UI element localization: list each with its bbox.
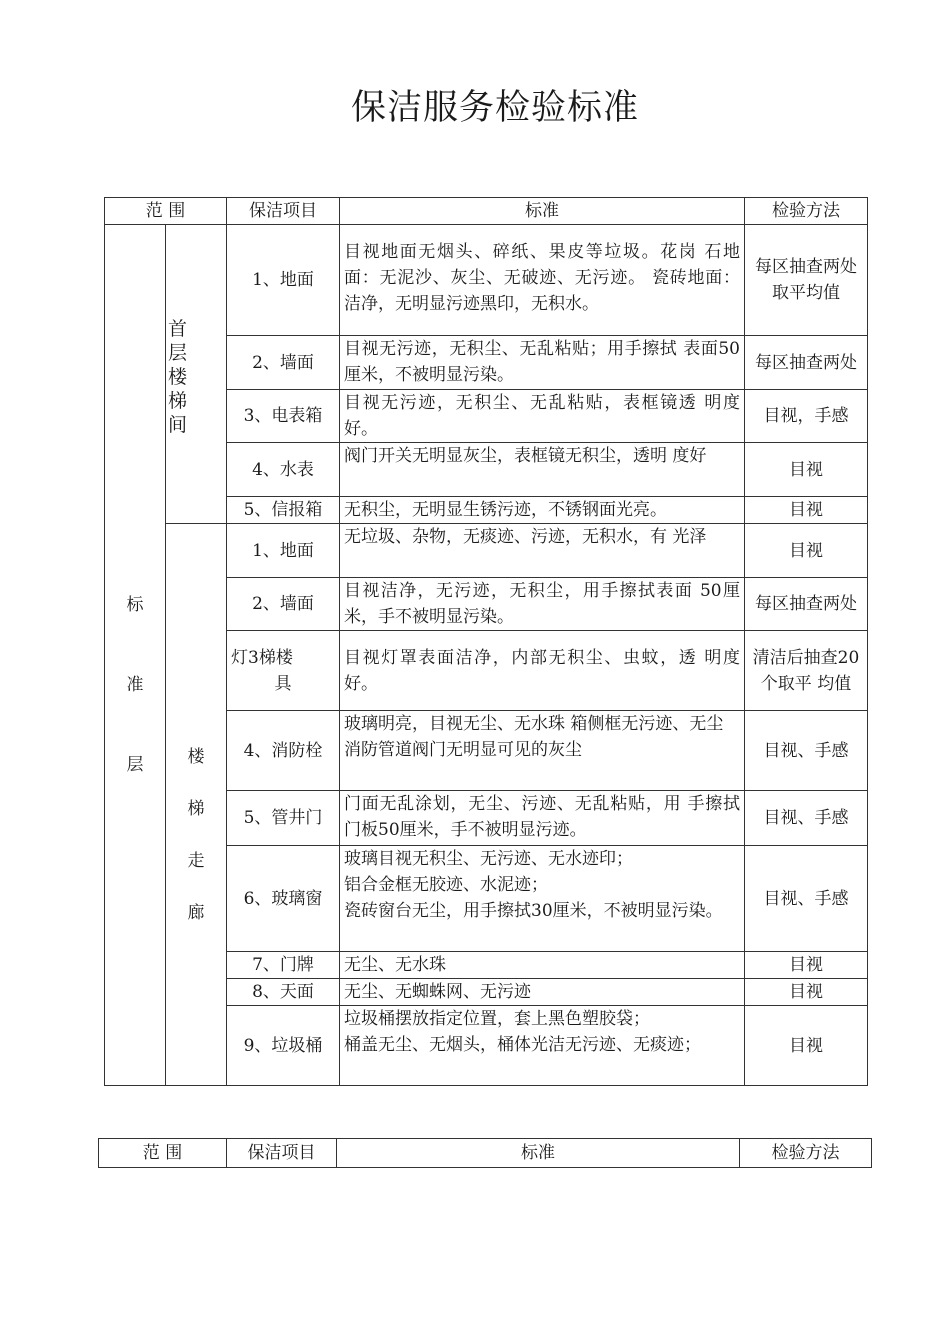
method-cell: 清洁后抽查20个取平 均值 — [745, 631, 868, 711]
method-cell: 目视 — [745, 524, 868, 578]
method-cell: 目视、手感 — [745, 711, 868, 791]
item-cell: 1、地面 — [227, 225, 340, 336]
standard-line: 桶盖无尘、无烟头，桶体光洁无污迹、无痰迹； — [344, 1035, 701, 1055]
item-line: 灯3梯楼 — [231, 647, 293, 668]
group-name-char: 楼 — [168, 366, 188, 388]
inspection-table — [104, 197, 868, 1086]
group-name-char: 廊 — [187, 902, 205, 923]
standard-cell — [340, 1006, 745, 1086]
header-scope: 范 围 — [105, 198, 227, 225]
item-cell: 6、玻璃窗 — [227, 846, 340, 952]
table-header-row — [105, 198, 868, 225]
method-cell: 目视 — [745, 979, 868, 1006]
method-cell: 目视 — [745, 497, 868, 524]
table-row — [105, 225, 868, 336]
method-cell: 目视，手感 — [745, 390, 868, 443]
item-cell: 2、墙面 — [227, 336, 340, 390]
item-cell: 1、地面 — [227, 524, 340, 578]
scope-main-char: 标 — [126, 595, 144, 615]
scope-main-cell — [105, 225, 166, 1086]
item-cell: 3、电表箱 — [227, 390, 340, 443]
item-cell: 8、天面 — [227, 979, 340, 1006]
item-line: 具 — [274, 673, 292, 694]
group-name-char: 首 — [168, 318, 188, 340]
method-cell: 目视 — [745, 1006, 868, 1086]
table-row — [105, 524, 868, 578]
standard-cell: 无垃圾、杂物，无痰迹、污迹，无积水，有 光泽 — [340, 524, 745, 578]
standard-cell: 无积尘，无明显生锈污迹，不锈钢面光亮。 — [340, 497, 745, 524]
header-item: 保洁项目 — [227, 1139, 337, 1168]
standard-line: 玻璃目视无积尘、无污迹、无水迹印； — [344, 849, 633, 869]
group-name-corridor — [166, 524, 227, 1086]
standard-cell: 目视灯罩表面洁净，内部无积尘、虫蚊，透 明度好。 — [340, 631, 745, 711]
method-cell: 目视、手感 — [745, 791, 868, 846]
header-item: 保洁项目 — [227, 198, 340, 225]
header-scope: 范 围 — [99, 1139, 227, 1168]
group-name-char: 间 — [168, 414, 188, 436]
page-title: 保洁服务检验标准 — [350, 88, 639, 128]
item-cell-lamps — [227, 631, 340, 711]
standard-line: 瓷砖窗台无尘，用手擦拭30厘米，不被明显污染。 — [344, 901, 723, 921]
standard-cell: 门面无乱涂划，无尘、污迹、无乱粘贴，用 手擦拭门板50厘米，手不被明显污迹。 — [340, 791, 745, 846]
group-name-char: 梯 — [168, 390, 188, 412]
group-name-char: 层 — [168, 342, 188, 364]
method-cell: 每区抽查两处取平均值 — [745, 225, 868, 336]
scope-main-char: 准 — [126, 675, 144, 695]
item-cell: 7、门牌 — [227, 952, 340, 979]
method-cell: 目视、手感 — [745, 846, 868, 952]
standard-cell: 无尘、无水珠 — [340, 952, 745, 979]
item-cell: 5、管井门 — [227, 791, 340, 846]
group-name-char: 楼 — [187, 746, 205, 767]
item-cell: 2、墙面 — [227, 578, 340, 631]
method-cell: 目视 — [745, 443, 868, 497]
standard-line: 消防管道阀门无明显可见的灰尘 — [344, 740, 582, 760]
table-header-row — [99, 1139, 872, 1168]
group-name-char: 梯 — [187, 798, 205, 819]
inspection-table-continued — [98, 1138, 872, 1168]
group-name-char: 走 — [187, 850, 205, 871]
standard-cell — [340, 846, 745, 952]
standard-cell: 目视无污迹，无积尘、无乱粘贴；用手擦拭 表面50厘米，不被明显污染。 — [340, 336, 745, 390]
standard-line: 垃圾桶摆放指定位置，套上黑色塑胶袋； — [344, 1009, 650, 1029]
header-standard: 标准 — [337, 1139, 740, 1168]
scope-main-char: 层 — [126, 755, 144, 775]
group-name-first-floor — [166, 225, 227, 524]
item-cell: 4、消防栓 — [227, 711, 340, 791]
standard-cell: 目视地面无烟头、碎纸、果皮等垃圾。花岗 石地面：无泥沙、灰尘、无破迹、无污迹。 瓷砖地面：洁净，无明显污迹黑印，无积水。 — [340, 225, 745, 336]
item-cell: 9、垃圾桶 — [227, 1006, 340, 1086]
method-cell: 每区抽查两处 — [745, 336, 868, 390]
item-cell: 4、水表 — [227, 443, 340, 497]
item-cell: 5、信报箱 — [227, 497, 340, 524]
header-method: 检验方法 — [740, 1139, 872, 1168]
header-standard: 标准 — [340, 198, 745, 225]
standard-cell: 目视无污迹，无积尘、无乱粘贴，表框镜透 明度好。 — [340, 390, 745, 443]
standard-cell: 无尘、无蜘蛛网、无污迹 — [340, 979, 745, 1006]
standard-line: 玻璃明亮，目视无尘、无水珠 箱侧框无污迹、无尘 — [344, 714, 724, 734]
header-method: 检验方法 — [745, 198, 868, 225]
standard-cell — [340, 711, 745, 791]
standard-cell: 目视洁净，无污迹，无积尘，用手擦拭表面 50厘米，手不被明显污染。 — [340, 578, 745, 631]
method-cell: 目视 — [745, 952, 868, 979]
method-cell: 每区抽查两处 — [745, 578, 868, 631]
standard-cell: 阀门开关无明显灰尘，表框镜无积尘，透明 度好 — [340, 443, 745, 497]
standard-line: 铝合金框无胶迹、水泥迹； — [344, 875, 548, 895]
